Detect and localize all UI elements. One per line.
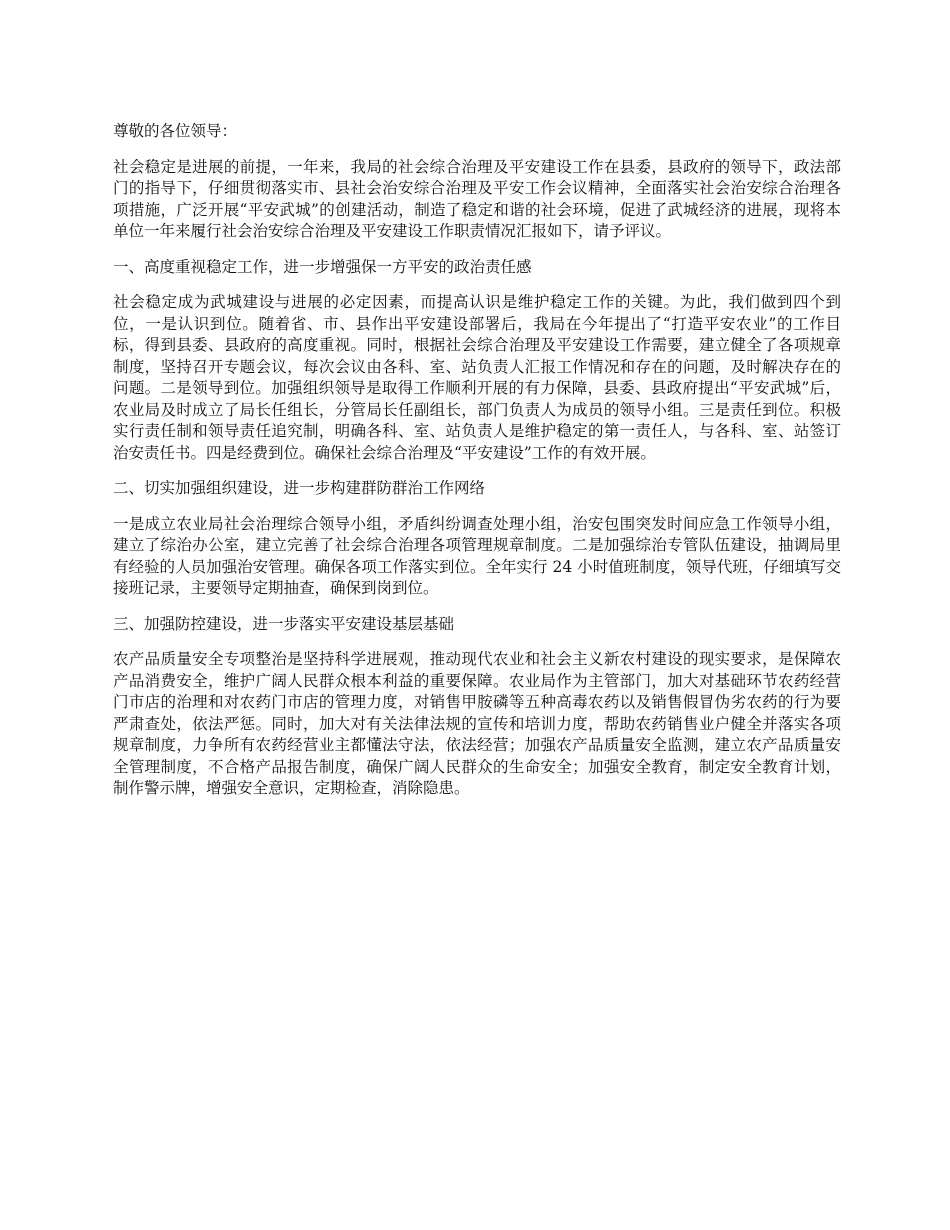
section-1-heading: 一、高度重视稳定工作，进一步增强保一方平安的政治责任感 [113,257,532,276]
section-2-paragraph: 一是成立农业局社会治理综合领导小组，矛盾纠纷调查处理小组，治安包围突发时间应急工作领导小组，建立了综治办公室，建立完善了社会综合治理各项管理规章制度。二是加强综治专管队伍建设，抽调局里有经验的人员加强治安管理。确保各项工作落实到位。全年实行 24 小时值班制度，领导代班，仔细填写交接班记录，主要领导定期抽查，确保到岗到位。 [113,514,841,597]
intro-paragraph: 社会稳定是进展的前提，一年来，我局的社会综合治理及平安建设工作在县委，县政府的领导下，政法部门的指导下，仔细贯彻落实市、县社会治安综合治理及平安工作会议精神，全面落实社会治安综合治理各项措施，广泛开展“平安武城”的创建活动，制造了稳定和谐的社会环境，促进了武城经济的进展，现将本单位一年来履行社会治安综合治理及平安建设工作职责情况汇报如下，请予评议。 [113,157,841,240]
section-1-paragraph: 社会稳定成为武城建设与进展的必定因素，而提高认识是维护稳定工作的关键。为此，我们做到四个到位，一是认识到位。随着省、市、县作出平安建设部署后，我局在今年提出了“打造平安农业”的工作目标，得到县委、县政府的高度重视。同时，根据社会综合治理及平安建设工作需要，建立健全了各项规章制度，坚持召开专题会议，每次会议由各科、室、站负责人汇报工作情况和存在的问题，及时解决存在的问题。二是领导到位。加强组织领导是取得工作顺利开展的有力保障，县委、县政府提出“平安武城”后，农业局及时成立了局长任组长，分管局长任副组长，部门负责人为成员的领导小组。三是责任到位。积极实行责任制和领导责任追究制，明确各科、室、站负责人是维护稳定的第一责任人，与各科、室、站签订治安责任书。四是经费到位。确保社会综合治理及“平安建设”工作的有效开展。 [113,293,841,462]
salutation: 尊敬的各位领导： [113,122,238,140]
section-2-heading: 二、切实加强组织建设，进一步构建群防群治工作网络 [113,479,486,497]
section-3-paragraph: 农产品质量安全专项整治是坚持科学进展观，推动现代农业和社会主义新农村建设的现实要求，是保障农产品消费安全，维护广阔人民群众根本利益的重要保障。农业局作为主管部门，加大对基础环节农药经营门市店的治理和对农药门市店的管理力度，对销售甲胺磷等五种高毒农药以及销售假冒伪劣农药的行为要严肃查处，依法严惩。同时，加大对有关法律法规的宣传和培训力度，帮助农药销售业户健全并落实各项规章制度，力争所有农药经营业主都懂法守法，依法经营；加强农产品质量安全监测，建立农产品质量安全管理制度，不合格产品报告制度，确保广阔人民群众的生命安全；加强安全教育，制定安全教育计划，制作警示牌，增强安全意识，定期检查，消除隐患。 [113,650,841,797]
document-page [113,121,841,814]
section-3-heading: 三、加强防控建设，进一步落实平安建设基层基础 [113,614,455,633]
